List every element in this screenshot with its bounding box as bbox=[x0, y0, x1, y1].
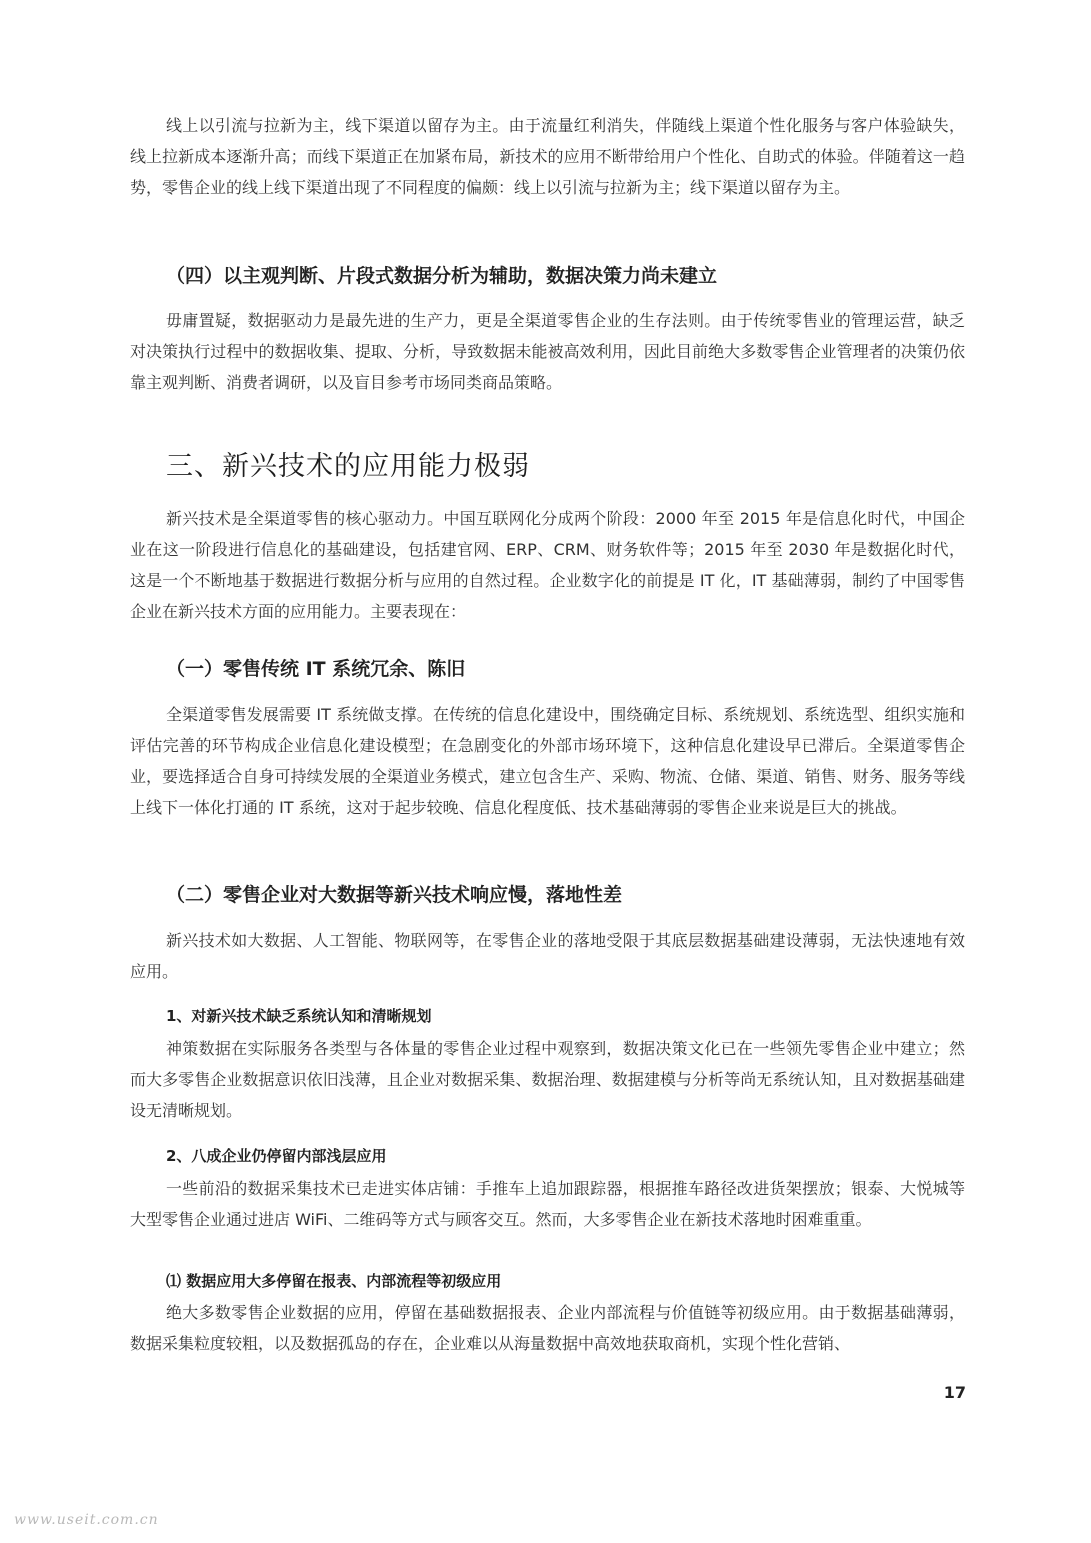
section-title-emerging-tech: 三、新兴技术的应用能力极弱 bbox=[166, 451, 530, 482]
numbered-heading-1: 1、对新兴技术缺乏系统认知和清晰规划 bbox=[166, 1007, 432, 1025]
paragraph-data-driven: 毋庸置疑，数据驱动力是最先进的生产力，更是全渠道零售企业的生存法则。由于传统零售业的管理运营，缺乏对决策执行过程中的数据收集、提取、分析，导致数据未能被高效利用，因此目前绝大多数零售企业管理者的决策仍依靠主观判断、消费者调研，以及盲目参考市场同类商品策略。 bbox=[130, 311, 965, 392]
page-number: 17 bbox=[943, 1383, 966, 1402]
paragraph-basic-reporting: 绝大多数零售企业数据的应用，停留在基础数据报表、企业内部流程与价值链等初级应用。由于数据基础薄弱，数据采集粒度较粗，以及数据孤岛的存在，企业难以从海量数据中高效地获取商机，实现个性化营销、 bbox=[130, 1303, 965, 1353]
subheading-slow-response: （二）零售企业对大数据等新兴技术响应慢，落地性差 bbox=[166, 884, 623, 906]
paragraph-slow-response: 新兴技术如大数据、人工智能、物联网等，在零售企业的落地受限于其底层数据基础建设薄弱，无法快速地有效应用。 bbox=[130, 931, 965, 981]
parenthesized-heading-1: ⑴ 数据应用大多停留在报表、内部流程等初级应用 bbox=[166, 1272, 502, 1290]
watermark: www.useit.com.cn bbox=[14, 1512, 159, 1528]
subheading-data-decision: （四）以主观判断、片段式数据分析为辅助，数据决策力尚未建立 bbox=[166, 265, 718, 287]
numbered-heading-2: 2、八成企业仍停留内部浅层应用 bbox=[166, 1147, 387, 1165]
paragraph-it-systems: 全渠道零售发展需要 IT 系统做支撑。在传统的信息化建设中，围绕确定目标、系统规划、系统选型、组织实施和评估完善的环节构成企业信息化建设模型；在急剧变化的外部市场环境下，这种信息化建设早已滞后。全渠道零售企业，要选择适合自身可持续发展的全渠道业务模式，建立包含生产、采购、物流、仓储、渠道、销售、财务、服务等线上线下一体化打通的 IT 系统，这对于起步较晚、信息化程度低、技术基础薄弱的零售企业来说是巨大的挑战。 bbox=[130, 705, 965, 817]
subheading-it-systems: （一）零售传统 IT 系统冗余、陈旧 bbox=[166, 658, 466, 680]
paragraph-channel-bias: 线上以引流与拉新为主，线下渠道以留存为主。由于流量红利消失，伴随线上渠道个性化服务与客户体验缺失，线上拉新成本逐渐升高；而线下渠道正在加紧布局，新技术的应用不断带给用户个性化、自助式的体验。伴随着这一趋势，零售企业的线上线下渠道出现了不同程度的偏颇：线上以引流与拉新为主；线下渠道以留存为主。 bbox=[130, 116, 965, 197]
paragraph-emerging-tech-intro: 新兴技术是全渠道零售的核心驱动力。中国互联网化分成两个阶段：2000 年至 2015 年是信息化时代，中国企业在这一阶段进行信息化的基础建设，包括建官网、ERP、CRM、财务软件等；2015 年至 2030 年是数据化时代，这是一个不断地基于数据进行数据分析与应用的自然过程。企业数字化的前提是 IT 化，IT 基础薄弱，制约了中国零售企业在新兴技术方面的应用能力。主要表现在： bbox=[130, 509, 965, 621]
paragraph-lack-of-planning: 神策数据在实际服务各类型与各体量的零售企业过程中观察到，数据决策文化已在一些领先零售企业中建立；然而大多零售企业数据意识依旧浅薄，且企业对数据采集、数据治理、数据建模与分析等尚无系统认知，且对数据基础建设无清晰规划。 bbox=[130, 1039, 965, 1120]
paragraph-shallow-application: 一些前沿的数据采集技术已走进实体店铺：手推车上追加跟踪器，根据推车路径改进货架摆放；银泰、大悦城等大型零售企业通过进店 WiFi、二维码等方式与顾客交互。然而，大多零售企业在新技术落地时困难重重。 bbox=[130, 1179, 965, 1229]
